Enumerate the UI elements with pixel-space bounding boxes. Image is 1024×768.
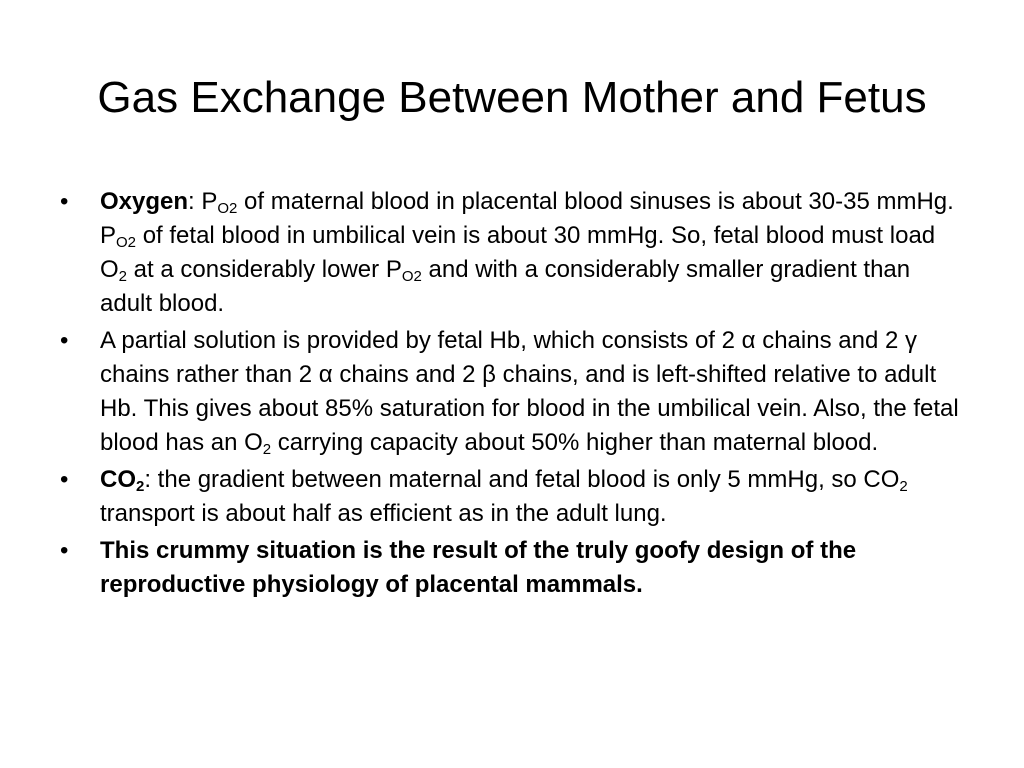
subscript: 2 (262, 441, 272, 458)
bullet-text: and with a considerably smaller gradient than adult blood. (100, 256, 911, 317)
bullet-marker: • (60, 466, 69, 493)
bullet-conclusion (60, 534, 960, 602)
bullet-text: transport is about half as efficient as in the adult lung. (100, 500, 667, 527)
bullet-lead-text: CO (100, 466, 136, 493)
bullet-text: : P (188, 188, 218, 215)
bullet-text: of maternal blood in placental blood sinuses is about 30-35 mmHg. P (100, 188, 954, 249)
bullet-text: of fetal blood in umbilical vein is about 30 mmHg. So, fetal blood must load O (100, 222, 936, 283)
slide-title: Gas Exchange Between Mother and Fetus (97, 73, 927, 122)
bullet-marker: • (60, 327, 69, 354)
subscript: O2 (116, 234, 137, 251)
bullet-text: carrying capacity about 50% higher than maternal blood. (271, 429, 879, 456)
bullet-text: : the gradient between maternal and fetal blood is only 5 mmHg, so CO (144, 466, 900, 493)
bullet-lead-co2 (100, 466, 144, 493)
subscript: 2 (118, 268, 128, 285)
bullet-marker: • (60, 188, 69, 215)
bullet-oxygen (60, 185, 960, 321)
subscript: 2 (899, 478, 908, 495)
bullet-fetal-hb (60, 324, 960, 460)
bullet-list (60, 185, 960, 605)
subscript: O2 (217, 200, 238, 217)
bullet-lead-oxygen: Oxygen (100, 188, 189, 215)
bullet-bold-text: This crummy situation is the result of the truly goofy design of the reproductive physiology of placental mammals. (100, 537, 857, 598)
bullet-marker: • (60, 537, 69, 564)
subscript: 2 (136, 478, 145, 495)
subscript: O2 (401, 268, 422, 285)
bullet-text: A partial solution is provided by fetal Hb, which consists of 2 α chains and 2 γ chains rather than 2 α chains and 2 β chains, and is left-shifted relative to adult Hb. This gives about 85% saturation for blood in the umbilical vein. Also, the fetal blood has an O (100, 327, 959, 456)
bullet-text: at a considerably lower P (127, 256, 402, 283)
bullet-co2 (60, 463, 960, 531)
